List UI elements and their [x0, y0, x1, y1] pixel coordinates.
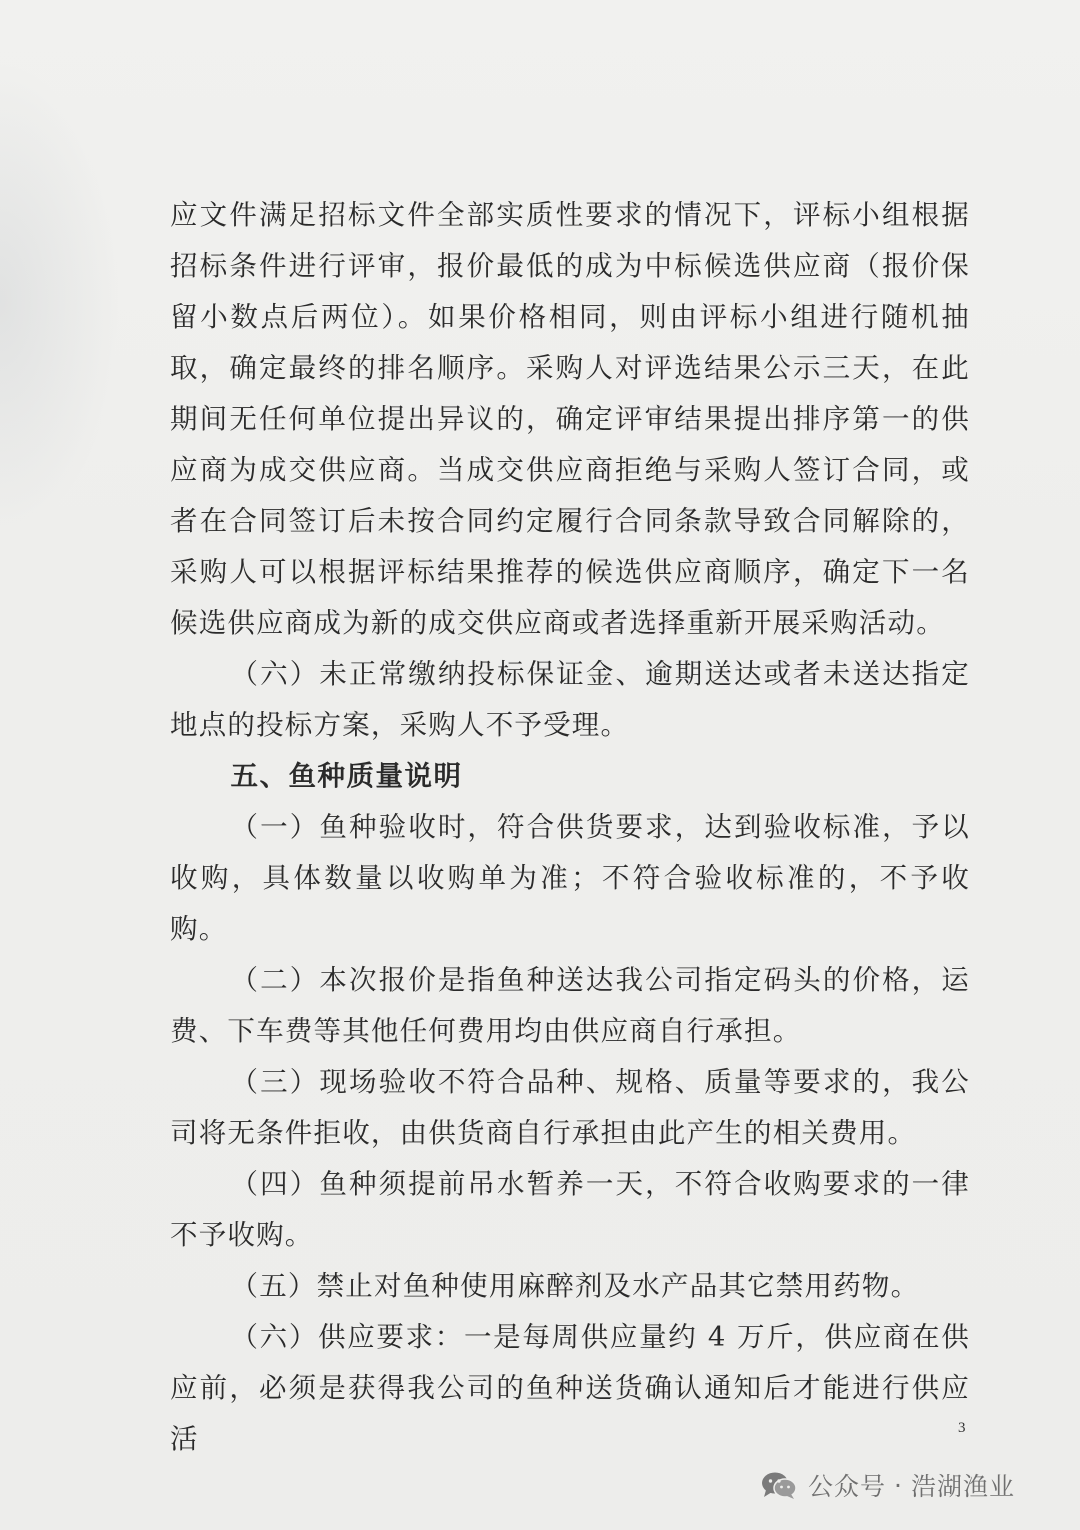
section-item-four: （四）鱼种须提前吊水暂养一天，不符合收购要求的一律不予收购。	[170, 1168, 970, 1251]
paragraph-continued: 应文件满足招标文件全部实质性要求的情况下，评标小组根据招标条件进行评审，报价最低的成为中标候选供应商（报价保留小数点后两位）。如果价格相同，则由评标小组进行随机抽取，确定最终的排名顺序。采购人对评选结果公示三天，在此期间无任何单位提出异议的，确定评审结果提出排序第一的供应商为成交供应商。当成交供应商拒绝与采购人签订合同，或者在合同签订后未按合同约定履行合同条款导致合同解除的，采购人可以根据评标结果推荐的候选供应商顺序，确定下一名候选供应商成为新的成交供应商或者选择重新开展采购活动。	[170, 199, 970, 639]
section-item-six: （六）供应要求：一是每周供应量约 4 万斤，供应商在供应前，必须是获得我公司的鱼种送货确认通知后才能进行供应活	[170, 1321, 970, 1455]
watermark-account: 浩湖渔业	[910, 1472, 1015, 1501]
wechat-watermark	[760, 1462, 1015, 1508]
watermark-prefix: 公众号	[808, 1472, 887, 1501]
watermark-separator: ·	[894, 1470, 903, 1500]
section-item-three: （三）现场验收不符合品种、规格、质量等要求的，我公司将无条件拒收，由供货商自行承担由此产生的相关费用。	[170, 1066, 970, 1149]
section-item-five: （五）禁止对鱼种使用麻醉剂及水产品其它禁用药物。	[230, 1270, 920, 1302]
body-text	[170, 190, 970, 1465]
page-number: 3	[958, 1420, 966, 1436]
scan-shadow	[0, 60, 120, 540]
paragraph-item-six: （六）未正常缴纳投标保证金、逾期送达或者未送达指定地点的投标方案，采购人不予受理。	[170, 658, 970, 741]
wechat-icon	[760, 1470, 798, 1500]
section-heading: 五、鱼种质量说明	[230, 760, 463, 792]
section-item-two: （二）本次报价是指鱼种送达我公司指定码头的价格，运费、下车费等其他任何费用均由供应商自行承担。	[170, 964, 970, 1047]
section-item-one: （一）鱼种验收时，符合供货要求，达到验收标准，予以收购，具体数量以收购单为准；不符合验收标准的，不予收购。	[170, 811, 970, 945]
